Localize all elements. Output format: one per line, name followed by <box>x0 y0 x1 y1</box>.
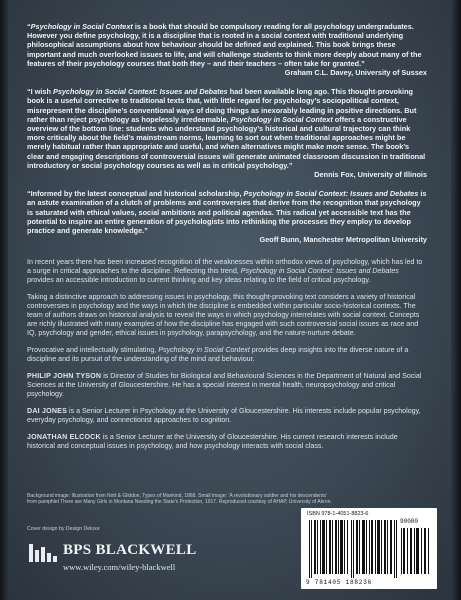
description-text: In recent years there has been increased recognition of the weaknesses within orthodox views of psychology, which has led to a surge in critical approaches to the discipline. Reflecting this trend, <box>27 258 423 276</box>
author-bio-text: is Director of Studies for Biological and Behavioural Sciences in the Department of Natural and Social Sciences at the University of Gloucestershire. He has a special interest in mental health, neuropsychology and critical psychology. <box>27 372 422 399</box>
isbn-text: ISBN 978-1-4051-8823-6 <box>307 511 369 517</box>
quote-body: had been available long ago. This thought-provoking book is a useful corrective to traditional texts that, with little regard for psychology’s sociopolitical context, misrepresent the discipline’s conventional ways of doing things as inexorably leading in positive directions. But rather than reject psychology as hopelessly irredeemable, <box>27 87 417 124</box>
barcode-icon <box>309 520 397 578</box>
author-name: PHILIP JOHN TYSON <box>27 372 102 381</box>
author-bio <box>27 433 427 451</box>
description-text: provides deep insights into the diverse nature of a discipline and its pursuit of the understanding of the mind and behaviour. <box>27 346 409 364</box>
cover-text <box>27 22 427 459</box>
cover-design-credit: Cover design by Design Deluxe <box>27 526 100 532</box>
description-paragraph: Taking a distinctive approach to addressing issues in psychology, this thought-provoking text considers a variety of historical controversies in psychology and the ways in which the discipline is embedded within particular socio-historical contexts. The team of authors draws on historical analysis to reveal the ways in which psychology interrelates with social context. Concepts are richly illustrated with many examples of how the discipline has engaged with such controversial social issues as race and IQ, psychology and gender, ethical issues in psychology, parapsychology, and the nature-nurture debate. <box>27 293 420 338</box>
book-title-inline: Psychology in Social Context: Issues and Debates <box>52 87 228 97</box>
price-code: 90000 <box>400 518 419 525</box>
endorsement-quote <box>27 22 427 77</box>
quote-open: “ <box>27 22 31 31</box>
author-bio <box>27 372 427 399</box>
publisher-url: www.wiley.com/wiley-blackwell <box>63 562 176 572</box>
book-title-inline: Psychology in Social Context <box>30 22 133 31</box>
quote-open: “I wish <box>27 87 53 97</box>
quote-body: is an astute examination of a clutch of problems and controversies that derive from the recognition that psychology is saturated with ethical values, social ambitions and political agendas. This radical yet accessible text has the potential to inspire an entire generation of psychologists into rethinking the processes they employ to develop practice and generate knowledge.” <box>27 189 427 236</box>
credit-line: from pamphlet There are Many Girls in Montana Needing the State’s Protection, 1917. Reproduced courtesy of AHAP, University of Akron. <box>27 499 332 506</box>
book-title-inline: Psychology in Social Context <box>158 346 250 355</box>
isbn-barcode <box>301 508 437 589</box>
right-edge-shadow <box>451 0 461 600</box>
price-barcode-icon <box>401 528 431 574</box>
bps-logo-icon <box>27 540 59 566</box>
quote-attribution: Dennis Fox, University of Illinois <box>314 170 427 180</box>
description-paragraph <box>27 346 427 364</box>
book-title-inline: Psychology in Social Context: Issues and Debates <box>243 189 419 199</box>
barcode-digits: 9 781405 188236 <box>306 579 373 586</box>
quote-open: “Informed by the latest conceptual and historical scholarship, <box>27 189 244 199</box>
endorsement-quote <box>27 87 427 179</box>
publisher-name: BPS BLACKWELL <box>63 542 197 558</box>
description-text: provides an accessible introduction to current thinking and key ideas relating to the field of critical psychology. <box>27 276 371 285</box>
author-bio <box>27 407 427 425</box>
quote-attribution: Graham C.L. Davey, University of Sussex <box>284 68 427 78</box>
book-title-inline: Psychology in Social Context <box>230 114 333 124</box>
quote-attribution: Geoff Bunn, Manchester Metropolitan University <box>259 235 427 245</box>
quote-body: is a book that should be compulsory reading for all psychology undergraduates. However you define psychology, it is a discipline that is rooted in a social context with traditional underlying philosophical assumptions about how behaviour should be defined and explained. This book brings these important and much overlooked issues to life, and will challenge students to think more deeply about many of the features of their psychology courses that both they – and their teachers – often take for granted.” <box>27 22 422 68</box>
author-name: DAI JONES <box>27 407 68 416</box>
quote-body: offers a constructive overview of the bottom line: students who understand psychology’s historical and cultural trajectory can think more critically about the field’s mainstream norms, learning to sort out when traditional approaches might be merely habitual rather than appropriate and useful, and when alternatives might make more sense. The book’s clear and engaging descriptions of controversial issues will generate animated classroom discussion in traditional introductory or social psychology courses as well as in critical psychology.” <box>27 114 426 170</box>
description-paragraph <box>27 258 427 285</box>
author-bio-text: is a Senior Lecturer in Psychology at the University of Gloucestershire. His interests include popular psychology, everyday psychology, and connectionist approaches to cognition. <box>27 407 421 425</box>
description-text: Provocative and intellectually stimulating, <box>27 346 159 355</box>
author-name: JONATHAN ELCOCK <box>27 433 101 442</box>
image-credits <box>27 493 387 506</box>
credit-line: Background image: Illustration from Nott & Gliddon, Types of Mankind, 1868. Small image: ‘A revolutionary soldier and his descendents’ <box>27 493 328 499</box>
publisher-logo <box>27 540 257 576</box>
left-edge-shadow <box>0 0 8 600</box>
endorsement-quote <box>27 189 427 244</box>
book-title-inline: Psychology in Social Context: Issues and Debates <box>240 267 399 276</box>
author-bio-text: is a Senior Lecturer at the University of Gloucestershire. His current research interests include historical and conceptual issues in psychology, and how psychology interacts with social class. <box>27 433 398 451</box>
